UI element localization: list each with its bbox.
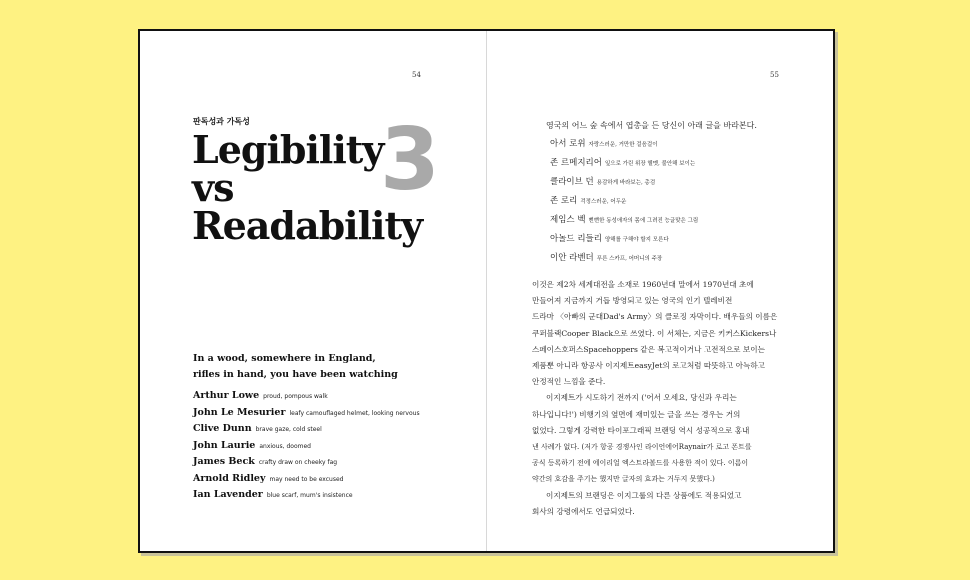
cast-name: Arthur Lowe: [193, 390, 260, 401]
chapter-title-line-2: vs: [192, 165, 234, 210]
body-line: 제품뿐 아니라 항공사 이지제트easyJet의 로고처럼 따뜻하고 아늑하고: [532, 361, 766, 371]
body-paragraph-1: [532, 277, 802, 390]
cast-desc: leafy camouflaged helmet, looking nervous: [289, 409, 420, 417]
body-line: 드라마 〈아빠의 군대Dad's Army〉의 클로징 자막이다. 배우들의 이름은: [532, 312, 778, 322]
cast-list: [193, 383, 420, 499]
verse-name: 이안 라벤더: [550, 253, 594, 263]
body-line: 쿠퍼블랙Cooper Black으로 쓰였다. 이 서체는, 지금은 키커스Kickers나: [532, 328, 777, 338]
verse-desc: 걱정스러운, 어두운: [580, 199, 627, 205]
body-line: 이지제트가 시도하기 전까지 ('어서 오세요, 당신과 우리는: [546, 393, 737, 403]
left-page-number: 54: [412, 71, 421, 79]
chapter-title-line-1: Legibility: [192, 127, 384, 172]
body-line: 이것은 제2차 세계대전을 소재로 1960년대 말에서 1970년대 초에: [532, 280, 754, 289]
body-line: 약간의 호감을 주기는 했지만 글자의 효과는 거두지 못했다.): [532, 475, 715, 484]
chapter-number: 3: [380, 110, 438, 210]
body-line: 안정적인 느낌을 준다.: [532, 377, 606, 387]
cast-item: [193, 466, 420, 483]
cast-item: [193, 433, 420, 450]
cast-item: [193, 416, 420, 433]
cast-item: [193, 449, 420, 466]
body-line: 낸 사례가 없다. (저가 항공 경쟁사인 라이언에어Raynair가 로고 폰트를: [532, 443, 752, 452]
verse-line: [532, 192, 802, 211]
verse-desc: 양해를 구해야 할지 모른다: [604, 237, 669, 243]
verse-desc: 용감하게 바라보는, 총검: [596, 180, 656, 186]
chapter-title-line-3: Readability: [192, 203, 423, 248]
verse-desc: 자랑스러운, 거만한 걸음걸이: [588, 142, 658, 148]
cast-desc: anxious, doomed: [259, 442, 311, 450]
verse-name: 클라이브 던: [550, 177, 594, 187]
cast-desc: may need to be excused: [269, 475, 344, 483]
verse-line: [532, 249, 802, 268]
right-page-text: [532, 117, 802, 520]
book-gutter: [486, 31, 487, 551]
body-line: 없었다. 그렇게 강력한 타이포그래픽 브랜딩 역시 성공적으로 홍내: [532, 425, 750, 435]
cast-desc: blue scarf, mum's insistence: [266, 492, 353, 499]
verse-name: 아놀드 리들리: [550, 234, 602, 244]
verse-desc: 푸른 스카프, 어머니의 주장: [596, 256, 663, 262]
verse-line: [532, 154, 802, 173]
cast-desc: brave gaze, cold steel: [255, 426, 322, 433]
verse-line: [532, 173, 802, 192]
cast-name: James Beck: [193, 456, 255, 467]
body-line: 스페이스호퍼스Spacehoppers 같은 복고적이거나 고전적으로 보이는: [532, 344, 765, 354]
body-line: 하나입니다!') 비행기의 옆면에 재미있는 글을 쓰는 경우는 거의: [532, 409, 741, 419]
cast-name: Arnold Ridley: [193, 472, 266, 484]
cast-name: Ian Lavender: [193, 489, 263, 500]
verse-name: 존 르메지리어: [550, 158, 602, 168]
right-page-number: 55: [770, 71, 779, 79]
chapter-kicker: 판독성과 가독성: [193, 117, 250, 126]
body-line: 만들어져 지금까지 거듭 방영되고 있는 영국의 인기 텔레비전: [532, 296, 733, 306]
body-paragraph-3: [532, 488, 802, 520]
body-line: 회사의 강령에서도 언급되었다.: [532, 506, 635, 516]
cast-item: [193, 482, 420, 499]
cast-desc: crafty draw on cheeky fag: [258, 459, 338, 466]
verse-line: [532, 230, 802, 249]
verse-line: [532, 135, 802, 154]
cast-name: John Le Mesurier: [193, 406, 286, 418]
verse-line: [532, 211, 802, 230]
verse-intro: 영국의 어느 숲 속에서 엽총을 든 당신이 아래 글을 바라본다.: [546, 121, 757, 130]
cast-item: [193, 383, 420, 400]
body-line: 공식 등록하기 전에 에이리얼 엑스트라볼드를 사용한 적이 있다. 이름이: [532, 459, 749, 468]
verse-name: 제임스 벡: [550, 215, 586, 225]
cast-desc: proud, pompous walk: [263, 393, 328, 400]
verse-name: 아서 로위: [550, 139, 586, 149]
cast-intro-line: rifles in hand, you have been watching: [193, 369, 398, 380]
cast-name: John Laurie: [193, 439, 256, 451]
verse-name: 존 로리: [550, 196, 578, 206]
verse-desc: 뻔뻔한 동성애자의 몸에 그려진 능글맞은 그림: [588, 218, 699, 224]
cast-name: Clive Dunn: [193, 423, 252, 434]
book-spread: [138, 29, 835, 553]
verse-desc: 잎으로 가린 위장 헬멧, 불안해 보이는: [604, 161, 696, 167]
cast-item: [193, 400, 420, 417]
cast-intro: [193, 351, 398, 383]
body-line: 이지제트의 브랜딩은 이지그룹의 다른 상품에도 적용되었고: [546, 490, 742, 500]
cast-intro-line: In a wood, somewhere in England,: [193, 353, 376, 364]
body-paragraph-2: [532, 390, 802, 487]
